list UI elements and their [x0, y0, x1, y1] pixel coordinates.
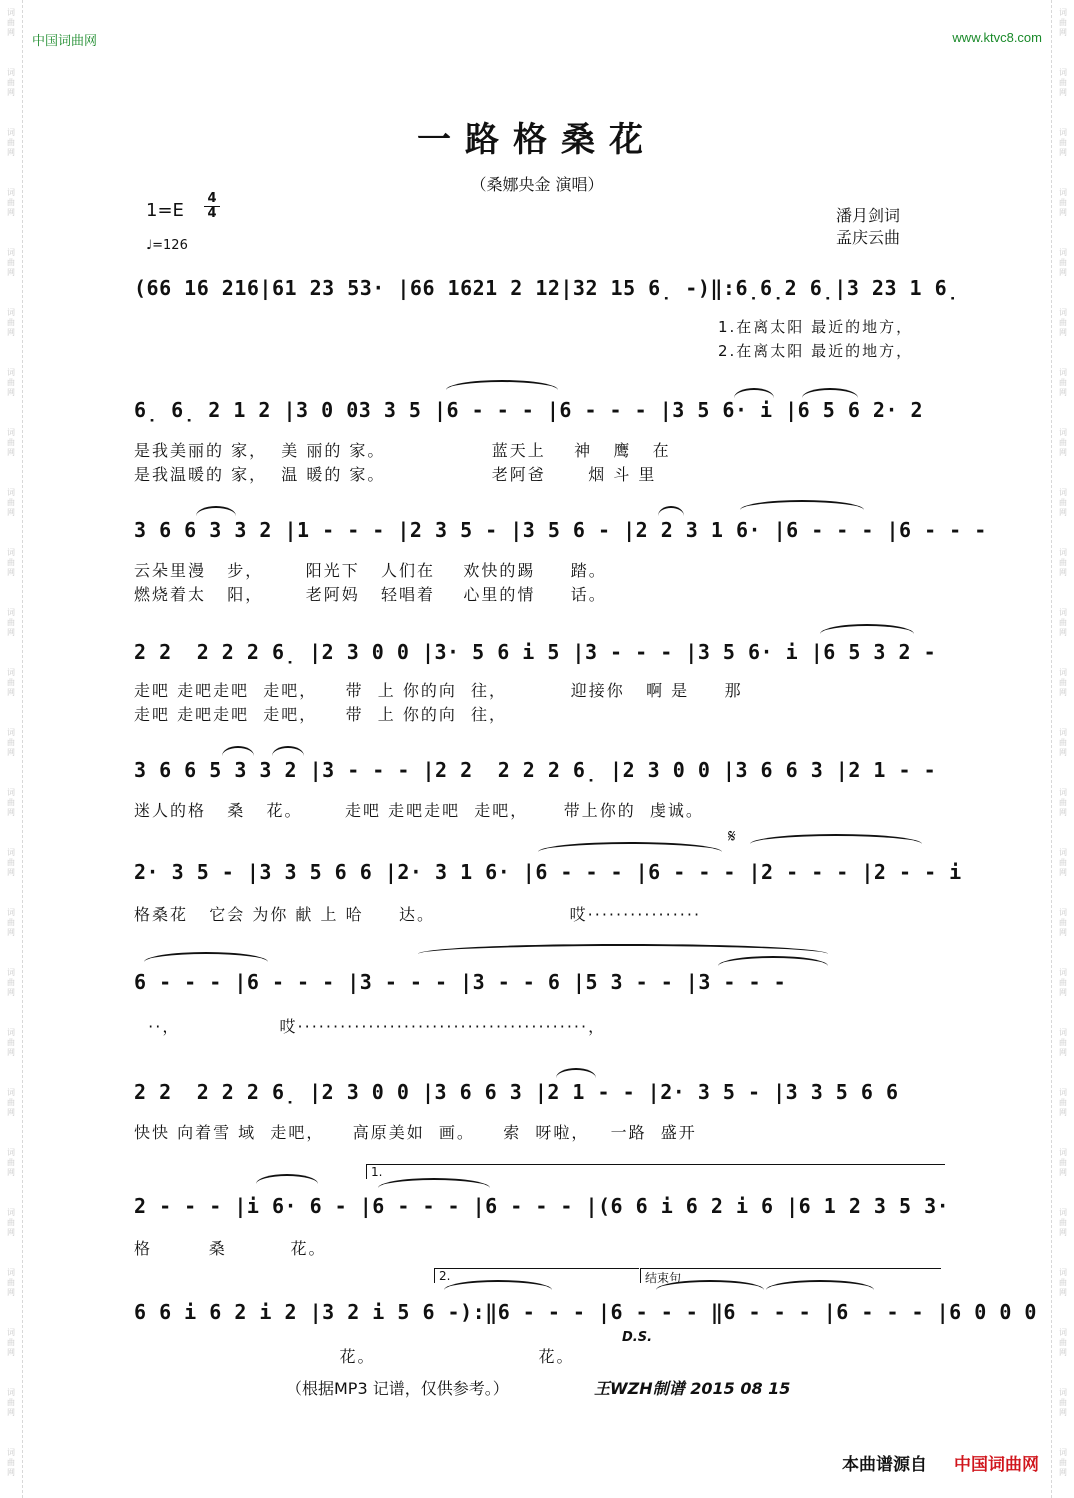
- slur-mark: [256, 1174, 318, 1194]
- margin-watermark: 词 曲 网: [1059, 8, 1067, 37]
- first-ending-bracket: 1.: [366, 1164, 945, 1179]
- margin-watermark: 词 曲 网: [7, 248, 15, 277]
- margin-watermark: 词 曲 网: [7, 68, 15, 97]
- notation-line: 2 2 2 2 2 6̣ |2 3 0 0 |3 6 6 3 |2 1 - - |2· 3 5 - |3 3 5 6 6: [134, 1080, 899, 1104]
- margin-watermark: 词 曲 网: [7, 1148, 15, 1177]
- margin-watermark: 词 曲 网: [7, 668, 15, 697]
- margin-watermark: 词 曲 网: [7, 1268, 15, 1297]
- lyric-verse-1: 走吧 走吧走吧 走吧， 带 上 你的向 往， 迎接你 啊 是 那: [134, 681, 743, 700]
- lyric-line: 快快 向着雪 域 走吧， 高原美如 画。 索 呀啦， 一路 盛开: [134, 1123, 697, 1142]
- time-signature: [204, 192, 220, 221]
- tie-mark: [740, 500, 864, 520]
- margin-watermark: 词 曲 网: [1059, 488, 1067, 517]
- segno-mark: 𝄋: [728, 826, 736, 847]
- tie-mark: [446, 380, 558, 400]
- margin-watermark: 词 曲 网: [7, 608, 15, 637]
- ds-mark: D.S.: [622, 1330, 653, 1345]
- lyric-verse-2: 燃烧着太 阳， 老阿妈 轻唱着 心里的情 话。: [134, 585, 607, 604]
- margin-watermark: 词 曲 网: [1059, 188, 1067, 217]
- lyric-verse-1: 迷人的格 桑 花。 走吧 走吧走吧 走吧， 带上你的 虔诚。: [134, 801, 704, 820]
- margin-watermark: 词 曲 网: [7, 1028, 15, 1057]
- source-label: 本曲谱源自: [842, 1455, 927, 1475]
- margin-watermark: 词 曲 网: [7, 428, 15, 457]
- margin-watermark: 词 曲 网: [1059, 728, 1067, 757]
- notation-line: 2· 3 5 - |3 3 5 6 6 |2· 3 1 6· |6 - - - |6 - - - |2 - - - |2 - - i: [134, 860, 962, 884]
- margin-watermark: 词 曲 网: [7, 488, 15, 517]
- final-ending-bracket: 结束句: [640, 1268, 941, 1283]
- lyric-verse-1: 云朵里漫 步， 阳光下 人们在 欢快的踢 踏。: [134, 561, 607, 580]
- margin-watermark: 词 曲 网: [7, 1208, 15, 1237]
- margin-watermark: 词 曲 网: [1059, 548, 1067, 577]
- tempo-marking: ♩=126: [146, 238, 188, 253]
- margin-watermark: 词 曲 网: [7, 1328, 15, 1357]
- margin-watermark: 词 曲 网: [7, 308, 15, 337]
- margin-watermark: 词 曲 网: [7, 848, 15, 877]
- notation-line: 2 - - - |i 6· 6 - |6 - - - |6 - - - |(6 6 i 6 2 i 6 |6 1 2 3 5 3·: [134, 1194, 950, 1218]
- margin-watermark: 词 曲 网: [1059, 128, 1067, 157]
- margin-watermark: 词 曲 网: [7, 1388, 15, 1417]
- lyric-verse-1: 1.在离太阳 最近的地方，: [718, 318, 914, 336]
- transcriber-signature: 王WZH制谱 2015 08 15: [594, 1379, 791, 1398]
- notation-line: 3 6 6 5 3 3 2 |3 - - - |2 2 2 2 2 6̣ |2 3 0 0 |3 6 6 3 |2 1 - -: [134, 758, 937, 782]
- notation-line: 2 2 2 2 2 6̣ |2 3 0 0 |3· 5 6 i 5 |3 - - - |3 5 6· i |6 5 3 2 -: [134, 640, 937, 664]
- margin-watermark: 词 曲 网: [7, 1088, 15, 1117]
- source-site-link[interactable]: 中国词曲网: [954, 1455, 1039, 1475]
- tie-mark: [444, 1280, 552, 1300]
- margin-watermark: 词 曲 网: [7, 128, 15, 157]
- lyric-line: ··， 哎·········································，: [134, 1017, 607, 1036]
- margin-watermark: 词 曲 网: [1059, 308, 1067, 337]
- margin-watermark: 词 曲 网: [7, 1448, 15, 1477]
- margin-watermark: 词 曲 网: [7, 728, 15, 757]
- notation-line: 6̣ 6̣ 2 1 2 |3 0 03 3 5 |6 - - - |6 - - - |3 5 6· i |6 5 6 2· 2: [134, 398, 924, 422]
- tie-mark: [144, 952, 268, 972]
- margin-watermark: 词 曲 网: [1059, 1328, 1067, 1357]
- time-signature-bottom: 4: [207, 206, 217, 221]
- composer-credit: 孟庆云曲: [836, 228, 901, 247]
- notation-line: 3 6 6 3 3 2 |1 - - - |2 3 5 - |3 5 6 - |2 2 3 1 6· |6 - - - |6 - - -: [134, 518, 987, 542]
- tie-mark: [656, 1280, 764, 1300]
- margin-watermark: 词 曲 网: [1059, 428, 1067, 457]
- margin-watermark: 词 曲 网: [1059, 1208, 1067, 1237]
- margin-watermark: 词 曲 网: [7, 188, 15, 217]
- lyric-verse-2: 2.在离太阳 最近的地方，: [718, 342, 914, 360]
- margin-watermark: 词 曲 网: [1059, 1448, 1067, 1477]
- margin-watermark: 词 曲 网: [1059, 788, 1067, 817]
- tie-mark: [766, 1280, 874, 1300]
- notation-line: (66 16 216|61 23 53· |66 1621 2 12|32 15 6̣ -)‖:6̣6̣2 6̣|3 23 1 6̣: [134, 276, 960, 300]
- margin-watermark: 词 曲 网: [7, 968, 15, 997]
- margin-watermark: 词 曲 网: [1059, 848, 1067, 877]
- transcription-note: （根据MP3 记谱，仅供参考。）: [286, 1379, 509, 1398]
- margin-watermark: 词 曲 网: [7, 788, 15, 817]
- margin-watermark: 词 曲 网: [1059, 1028, 1067, 1057]
- margin-watermark: 词 曲 网: [7, 368, 15, 397]
- time-signature-top: 4: [207, 191, 217, 206]
- margin-watermark: 词 曲 网: [7, 8, 15, 37]
- margin-watermark: 词 曲 网: [1059, 968, 1067, 997]
- lyric-verse-1: 是我美丽的 家， 美 丽的 家。 蓝天上 神 鹰 在: [134, 441, 671, 460]
- site-name-left[interactable]: 中国词曲网: [32, 34, 98, 49]
- second-ending-bracket: 2.: [434, 1268, 639, 1283]
- lyric-verse-2: 走吧 走吧走吧 走吧， 带 上 你的向 往，: [134, 705, 508, 724]
- margin-watermark: 词 曲 网: [7, 548, 15, 577]
- tie-mark: [750, 834, 922, 854]
- lyricist-credit: 潘月剑词: [836, 206, 901, 225]
- notation-line: 6 - - - |6 - - - |3 - - - |3 - - 6 |5 3 - - |3 - - -: [134, 970, 787, 994]
- margin-watermark: 词 曲 网: [1059, 1088, 1067, 1117]
- margin-watermark: 词 曲 网: [1059, 68, 1067, 97]
- margin-watermark: 词 曲 网: [1059, 368, 1067, 397]
- margin-watermark: 词 曲 网: [1059, 248, 1067, 277]
- margin-watermark: 词 曲 网: [1059, 1148, 1067, 1177]
- song-subtitle: （桑娜央金 演唱）: [470, 175, 604, 194]
- margin-watermark: 词 曲 网: [7, 908, 15, 937]
- lyric-line: 格 桑 花。: [134, 1239, 327, 1258]
- margin-watermark: 词 曲 网: [1059, 1268, 1067, 1297]
- lyric-line: 花。 花。: [134, 1347, 575, 1366]
- lyric-verse-2: 是我温暖的 家， 温 暖的 家。 老阿爸 烟 斗 里: [134, 465, 657, 484]
- lyric-line: 格桑花 它会 为你 献 上 哈 达。 哎················: [134, 905, 702, 924]
- margin-watermark: 词 曲 网: [1059, 608, 1067, 637]
- notation-line: 6 6 i 6 2 i 2 |3 2 i 5 6 -):‖6 - - - |6 - - - ‖6 - - - |6 - - - |6 0 0 0: [134, 1300, 1037, 1324]
- tie-mark: [538, 842, 722, 862]
- site-url-right[interactable]: www.ktvc8.com: [952, 30, 1042, 45]
- margin-watermark: 词 曲 网: [1059, 668, 1067, 697]
- margin-watermark: 词 曲 网: [1059, 908, 1067, 937]
- key-signature: 1=E: [146, 200, 184, 221]
- margin-watermark: 词 曲 网: [1059, 1388, 1067, 1417]
- song-title: 一路格桑花: [417, 120, 657, 160]
